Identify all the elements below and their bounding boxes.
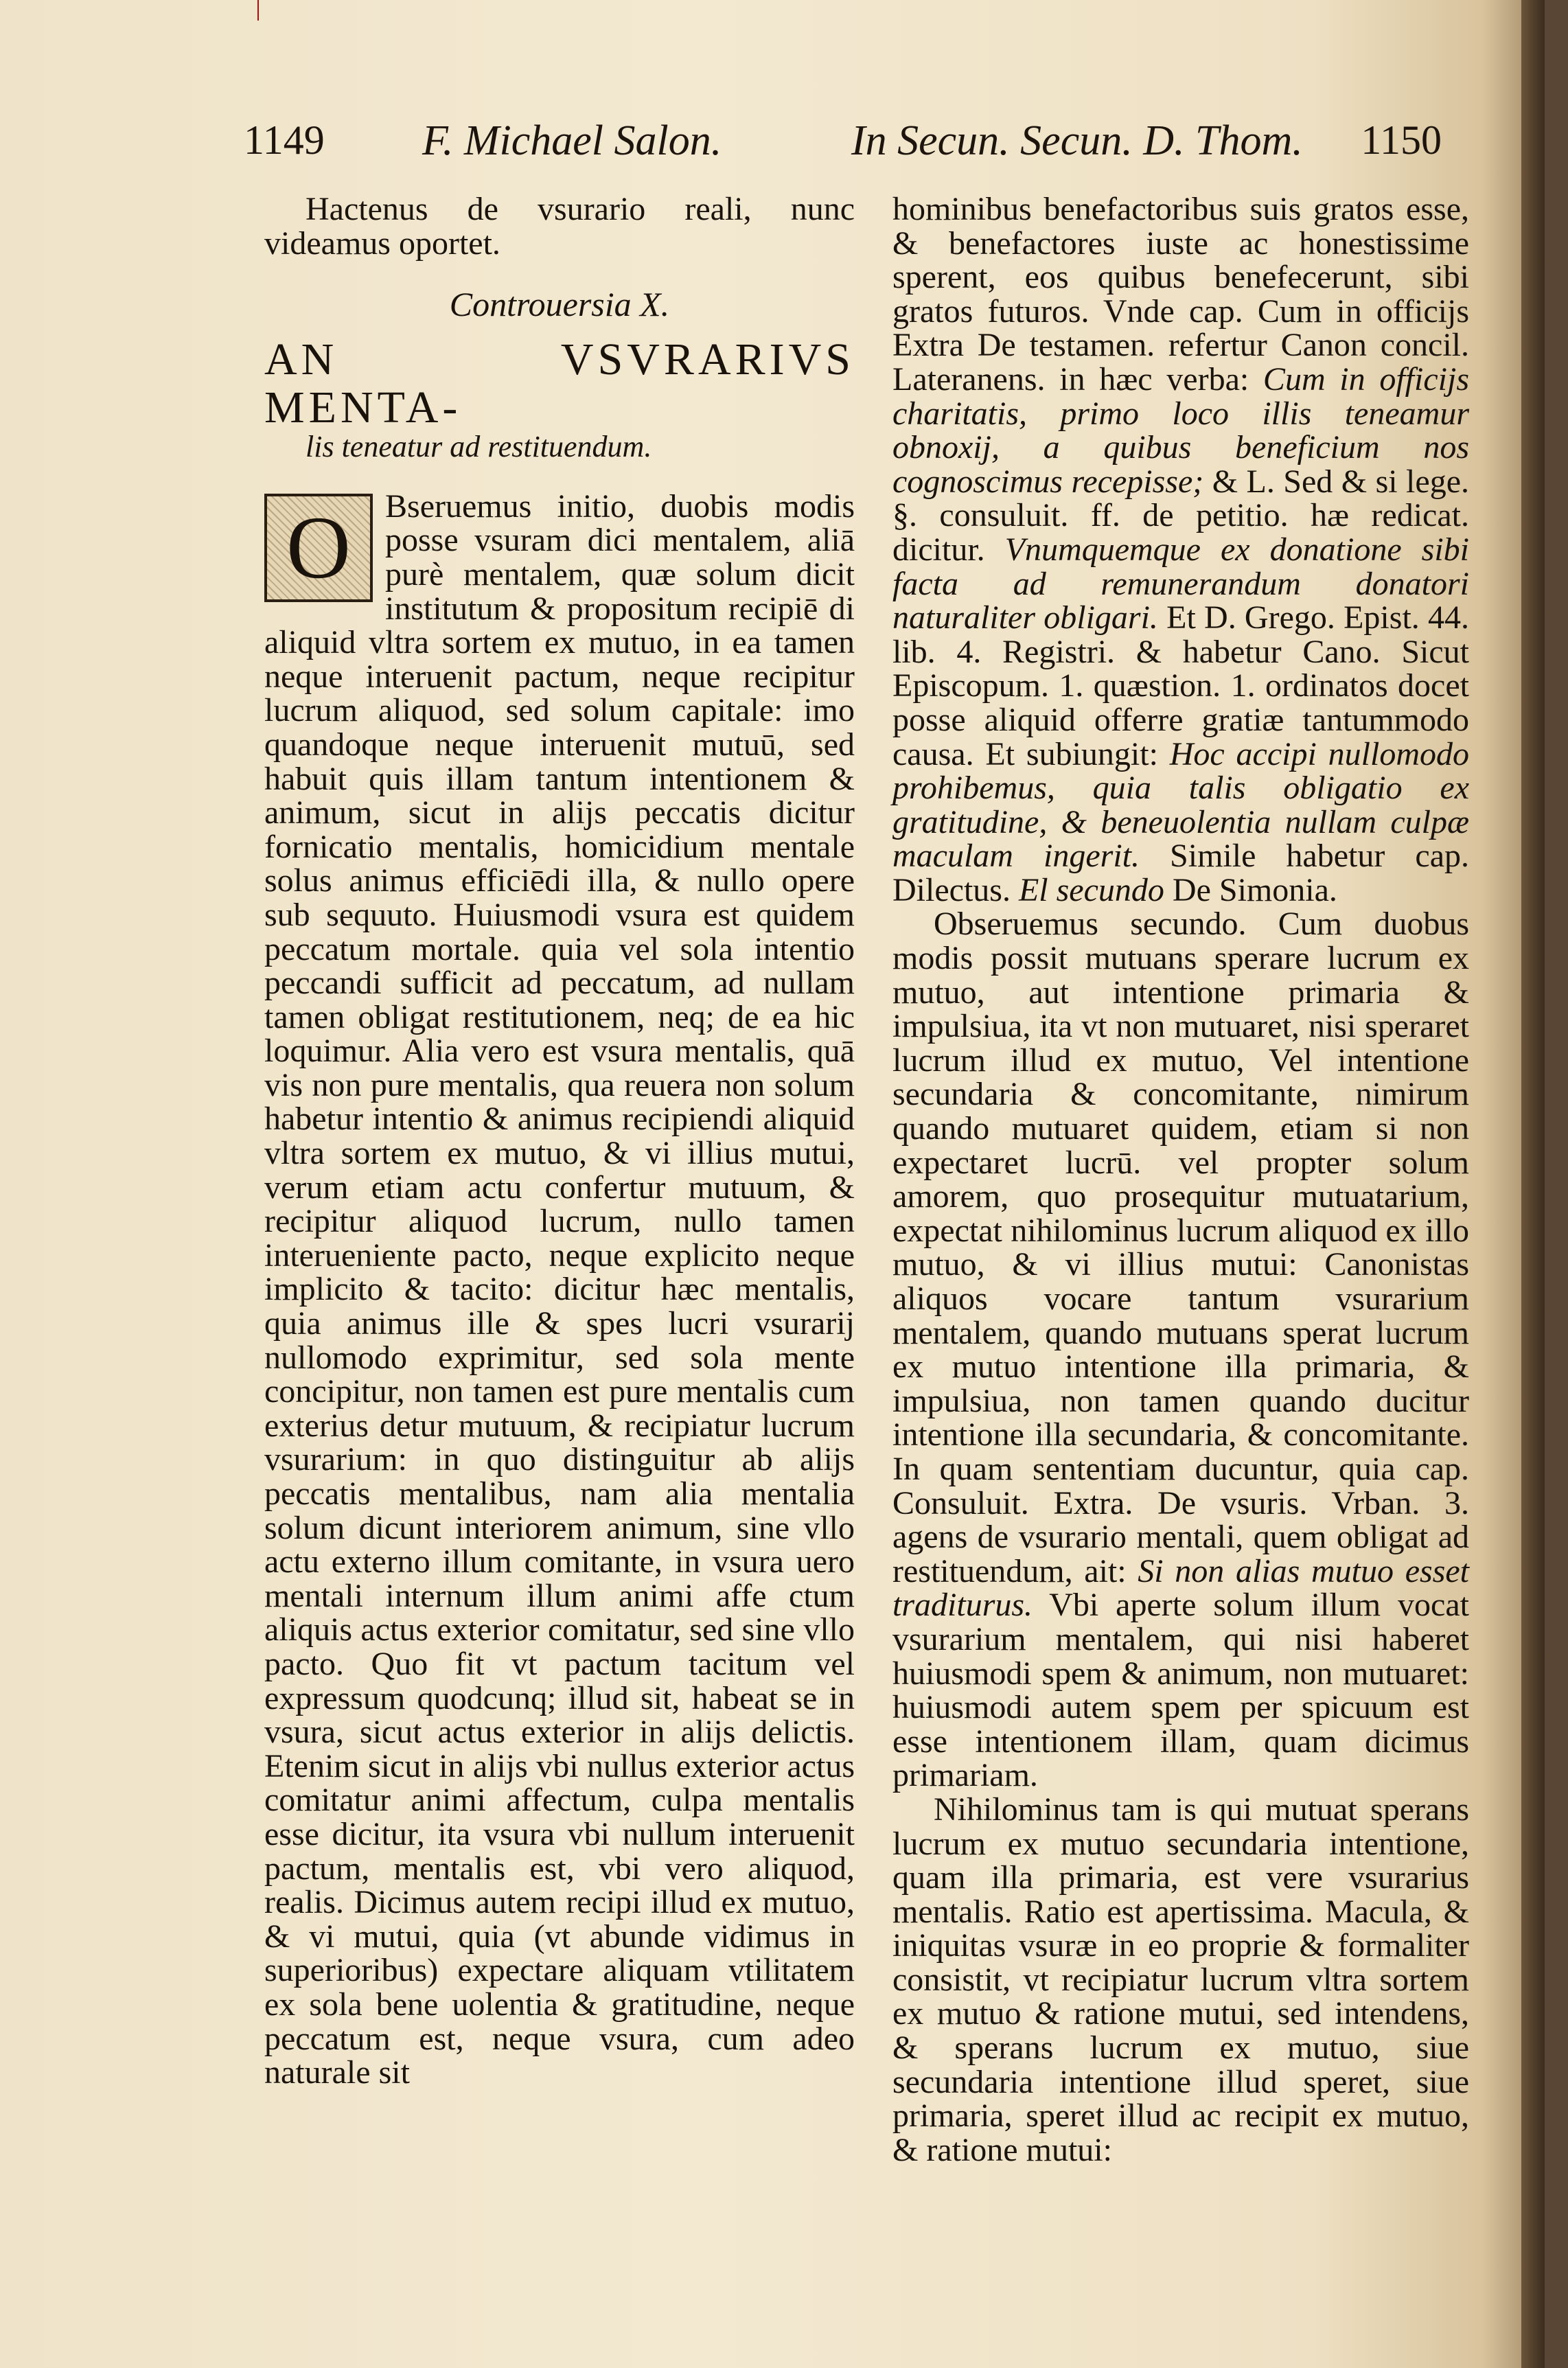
body-paragraph: Bseruemus initio, duobis modis posse vsuram dici mentalem, aliā purè mentalem, quæ solum dicit institutum & propositum recipiē di aliquid vltra sortem ex mutuo, in ea tamen neque interuenit pactum, neque recipitur lucrum aliquod, sed solum capitale: imo quandoque neque interuenit mutuū, sed habuit quis illam tantum intentionem & animum, sicut in alijs peccatis dicitur fornicatio mentalis, homicidium mentale solus animus efficiēdi illa, & nullo opere sub sequuto. Huiusmodi vsura est quidem peccatum mortale. quia vel sola intentio peccandi sufficit ad peccatum, ad nullam tamen obligat restitutionem, neq; de ea hic loquimur. Alia vero est vsura mentalis, quā vis non pure mentalis, qua reuera non solum habetur intentio & animus recipiendi aliquid vltra sortem ex mutuo, & vi illius mutui, verum etiam actu confertur mutuum, & recipitur aliquod lucrum, nullo tamen interueniente pacto, neque explicito neque implicito & tacito: dicitur hæc mentalis, quia animus ille & spes lucri vsurarij nullomodo exprimitur, sed sola mente concipitur, non tamen est pure mentalis cum exterius detur mutuum, & recipiatur lucrum vsurarium: in quo distinguitur ab alijs peccatis mentalibus, nam alia mentalia solum dicunt interiorem animum, sine vllo actu externo illum comitante, in vsura uero mentali internum illum animi affe ctum aliquis actus exterior comitatur, sed sine vllo pacto. Quo fit vt pactum tacitum vel expressum quodcunq; illud sit, habeat se in vsura, sicut actus exterior in alijs delictis. Etenim sicut in alijs vbi nullus exterior actus comitatur animi affectum, culpa mentalis esse dicitur, ita vsura vbi nullum interuenit pactum, mentalis est, vbi vero aliquod, realis. Dicimus autem recipi illud ex mutuo, & vi mutui, quia (vt abunde vidimus in superioribus) expectare aliquam vtilitatem ex sola bene uolentia & gratitudine, neque peccatum est, neque vsura, cum adeo naturale sit xyxy=(264,487,855,2091)
section-subheading: lis teneatur ad restituendum. xyxy=(305,429,652,463)
quotation: El secundo xyxy=(1018,871,1164,908)
text-run: De Simonia. xyxy=(1172,871,1337,908)
running-title-right: In Secun. Secun. D. Thom. xyxy=(851,117,1303,164)
red-mark xyxy=(257,0,259,21)
text-run: Obseruemus secundo. Cum duobus modis possit mutuans sperare lucrum ex mutuo, aut intentione primaria & impulsiua, ita vt non mutuaret, nisi speraret lucrum illud ex mutuo, Vel intentione secundaria & concomitante, nimirum quando mutuaret quidem, etiam si non expectaret lucrū. vel propter solum amorem, quo prosequitur mutuatarium, expectat nihilominus lucrum aliquod ex illo mutuo, & vi illius mutui: Canonistas aliquos vocare tantum vsurarium mentalem, quando mutuans sperat lucrum ex mutuo intentione illa primaria, & impulsiua, non tamen quando ducitur intentione illa secundaria, & concomitante. In quam sententiam ducuntur, quia cap. Consuluit. Extra. De vsuris. Vrban. 3. agens de vsurario mentali, quem obligat ad restituendum, ait: xyxy=(892,906,1469,1589)
quotation: Vnumquemque ex donatione sibi facta ad remunerandum donatori naturaliter obligari. xyxy=(892,531,1470,636)
body-paragraph xyxy=(892,192,1469,907)
controversy-caption: Controuersia X. xyxy=(449,285,670,324)
text-run: Simile habetur cap. Dilectus. xyxy=(892,838,1469,908)
intro-paragraph: Hactenus de vsurario reali, nunc videamus oportet. xyxy=(264,191,855,262)
text-run: Vbi aperte solum illum vocat vsurarium mentalem, qui nisi haberet huiusmodi spem & animum, non mutuaret: huiusmodi autem spem per spicuum est esse intentionem illam, quam dicimus primariam. xyxy=(892,1587,1469,1794)
dropcap-initial: O xyxy=(264,494,373,602)
page-number-left: 1149 xyxy=(244,117,325,163)
text-run: & L. Sed & si lege. §. consuluit. ff. de petitio. hæ redicat. dicitur. xyxy=(892,463,1469,568)
text-run: hominibus benefactoribus suis gratos esse, & benefactores iuste ac honestissime sperent, eos quibus benefecerunt, sibi gratos futuros. Vnde cap. Cum in officijs Extra De testamen. refertur Canon concil. Lateranens. in hæc verba: xyxy=(892,191,1469,398)
text-run: Et D. Grego. Epist. 44. lib. 4. Registri. & habetur Cano. Sicut Episcopum. 1. quæstion. 1. ordinatos docet posse aliquid offerre gratiæ tantummodo causa. Et subiungit: xyxy=(892,599,1469,772)
quotation: Si non alias mutuo esset traditurus. xyxy=(892,1552,1469,1624)
left-column xyxy=(264,192,855,2090)
running-header xyxy=(244,117,1442,179)
page-number-right: 1150 xyxy=(1361,117,1442,163)
page-edge-shadow xyxy=(1521,0,1545,2368)
body-paragraph xyxy=(892,907,1469,1792)
section-heading: AN VSVRARIVS MENTA- xyxy=(264,334,855,433)
quotation: Hoc accipi nullomodo prohibemus, quia talis obligatio ex gratitudine, & beneuolentia nullam culpæ maculam ingerit. xyxy=(892,735,1470,875)
right-column xyxy=(892,192,1469,2167)
body-paragraph: Nihilominus tam is qui mutuat sperans lucrum ex mutuo secundaria intentione, quam illa primaria, est vere vsurarius mentalis. Ratio est apertissima. Macula, & iniquitas vsuræ in eo proprie & formaliter consistit, vt recipiatur lucrum vltra sortem ex mutuo & ratione mutui, sed intendens, & sperans lucrum ex mutuo, siue secundaria intentione illud speret, siue primaria, speret illud ac recipit ex mutuo, & ratione mutui: xyxy=(892,1791,1469,2168)
quotation: Cum in officijs charitatis, primo loco illis teneamur obnoxij, a quibus beneficium nos cognoscimus recepisse; xyxy=(892,360,1469,500)
running-title-left: F. Michael Salon. xyxy=(422,117,722,164)
